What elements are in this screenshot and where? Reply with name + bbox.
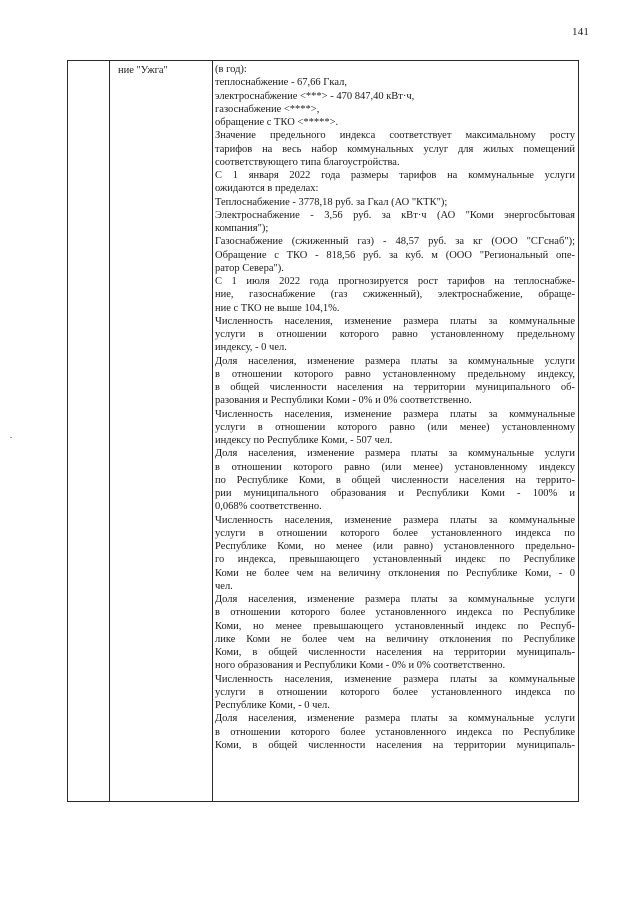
text-line: С 1 января 2022 года размеры тарифов на коммунальные услуги [215, 170, 575, 181]
text-line: Коми не более чем на величину отклонения по Республике Коми, - 0 [215, 567, 575, 579]
name-cell: ние "Ужга" [118, 65, 168, 76]
text-line: Республике Коми, - 0 чел. [215, 700, 330, 711]
page-number: 141 [572, 26, 590, 38]
text-line: ного образования и Республики Коми - 0% и 0% соответственно. [215, 660, 506, 672]
text-line: Теплоснабжение - 3778,18 руб. за Гкал (АО "КТК"); [215, 196, 448, 208]
text-line: Значение предельного индекса соответствует максимальному росту [215, 130, 575, 142]
text-line: разования и Республики Коми - 0% и 0% соответственно. [215, 395, 472, 407]
text-line: Доля населения, изменение размера платы за коммунальные услуги [215, 355, 575, 367]
text-line: индексу по Республике Коми, - 507 чел. [215, 435, 393, 446]
text-line: Доля населения, изменение размера платы за коммунальные услуги [215, 594, 575, 605]
text-line: соответствующего типа благоустройства. [215, 156, 400, 168]
text-line: Доля населения, изменение размера платы за коммунальные услуги [215, 713, 575, 725]
text-line: в отношении которого более установленного индекса по Республике [215, 607, 575, 619]
text-line: в отношении которого равно (или менее) установленному индексу [215, 461, 575, 473]
text-line: по Республике Коми, в общей численности населения на террито- [215, 474, 575, 486]
text-line: Коми, но менее превышающего установленный индекс по Респуб- [215, 620, 575, 632]
text-line: услуги в отношении которого равно установленному предельному [215, 329, 575, 340]
text-line: 0,068% соответственно. [215, 501, 322, 513]
text-line: услуги в отношении которого равно (или менее) установленному [215, 421, 575, 433]
text-line: тарифов на весь набор коммунальных услуг для жилых помещений [215, 143, 575, 155]
text-line: Доля населения, изменение размера платы за коммунальные услуги [215, 448, 575, 460]
text-line: С 1 июля 2022 года прогнозируется рост тарифов на теплоснабже- [215, 276, 575, 287]
document-table [67, 60, 579, 802]
text-line: ние, газоснабжение (газ сжиженный), электроснабжение, обраще- [215, 289, 575, 301]
text-line: Электроснабжение - 3,56 руб. за кВт·ч (АО "Коми энергосбытовая [215, 209, 575, 221]
text-line: Коми, в общей численности населения на территории муниципаль- [215, 647, 575, 658]
text-line: ратор Севера"). [215, 262, 284, 274]
text-line: Республике Коми, но менее (или равно) установленного предельно- [215, 541, 575, 552]
text-line: теплоснабжение - 67,66 Гкал, [215, 77, 347, 89]
text-line: компания"); [215, 223, 269, 234]
text-line: газоснабжение <****>, [215, 103, 320, 115]
text-line: в отношении которого равно установленному предельному индексу, [215, 368, 575, 380]
text-line: услуги в отношении которого более установленного индекса по [215, 686, 575, 698]
text-line: (в год): [215, 64, 247, 75]
column-divider [212, 61, 213, 801]
text-line: Обращение с ТКО - 818,56 руб. за куб. м (ООО "Региональный опе- [215, 249, 575, 261]
column-divider [109, 61, 110, 801]
text-line: индексу, - 0 чел. [215, 342, 287, 354]
text-line: обращение с ТКО <*****>. [215, 117, 339, 128]
text-line: ожидаются в пределах: [215, 183, 319, 195]
text-line: лике Коми не более чем на величину отклонения по Республике [215, 633, 575, 645]
text-line: Численность населения, изменение размера платы за коммунальные [215, 315, 575, 327]
description-cell [215, 63, 575, 752]
text-line: рии муниципального образования и Республики Коми - 100% и [215, 488, 575, 499]
text-line: чел. [215, 580, 233, 592]
text-line: Численность населения, изменение размера платы за коммунальные [215, 514, 575, 526]
text-line: Газоснабжение (сжиженный газ) - 48,57 руб. за кг (ООО "СГснаб"); [215, 236, 575, 248]
text-line: электроснабжение <***> - 470 847,40 кВт·ч, [215, 90, 415, 102]
text-line: Численность населения, изменение размера платы за коммунальные [215, 408, 575, 420]
text-line: в общей численности населения на территории муниципального об- [215, 382, 575, 393]
text-line: Численность населения, изменение размера платы за коммунальные [215, 673, 575, 685]
text-line: услуги в отношении которого более установленного индекса по [215, 527, 575, 539]
text-line: ние с ТКО не выше 104,1%. [215, 302, 340, 314]
scan-speck [10, 437, 12, 438]
text-line: го индекса, превышающего установленный индекс по Республике [215, 554, 575, 566]
text-line: Коми, в общей численности населения на территории муниципаль- [215, 739, 575, 751]
text-line: в отношении которого более установленного индекса по Республике [215, 726, 575, 738]
